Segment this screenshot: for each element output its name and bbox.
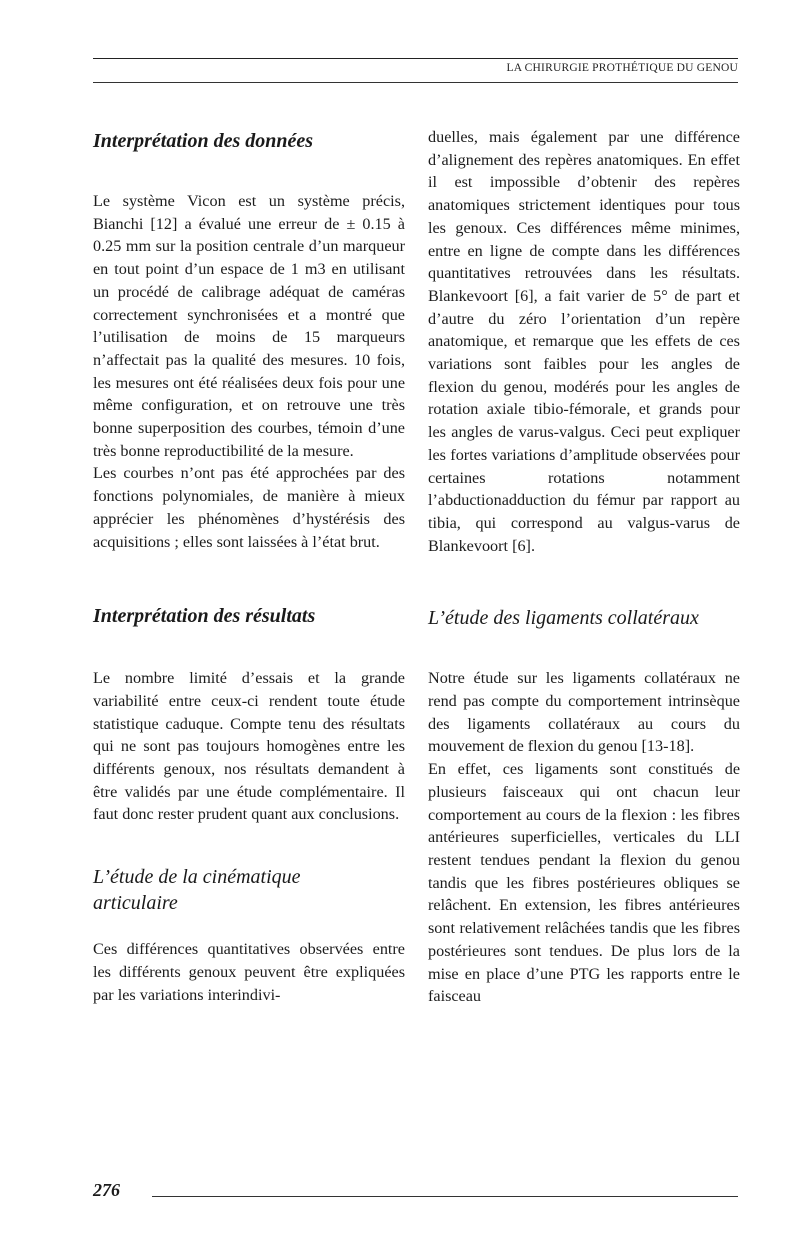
section-heading-resultats: Interprétation des résultats xyxy=(93,605,316,628)
footer-rule xyxy=(152,1196,738,1197)
heading-line-1: L’étude de la cinématique xyxy=(93,866,301,889)
paragraph-vicon: Le système Vicon est un système précis, Bianchi [12] a évalué une erreur de ± 0.15 à 0.25 mm sur la position centrale d’un marqueur en tout point d’un espace de 1 m3 en utilisant un procédé de calibrage adéquat de caméras correctement synchronisées et a montré que l’utilisation de moins de 15 marqueurs n’affectait pas la qualité des mesures. 10 fois, les mesures ont été réalisées deux fois pour une même configuration, et on retrouve une très bonne superposition des courbes, témoin d’une très bonne reproductibilité de la mesure. xyxy=(93,192,405,460)
header-rule-bottom xyxy=(93,82,738,83)
header-rule-top xyxy=(93,58,738,59)
paragraph-courbes: Les courbes n’ont pas été approchées par des fonctions polynomiales, de manière à mieux apprécier les phénomènes d’hystérésis des acquisitions ; elles sont laissées à l’état brut. xyxy=(93,464,405,551)
section-heading-donnees: Interprétation des données xyxy=(93,130,314,152)
paragraph-differences: Ces différences quantitatives observées entre les différents genoux peuvent être expliquées par les variations interindivi- xyxy=(93,940,405,1004)
heading-line-2: articulaire xyxy=(93,892,178,915)
page-number: 276 xyxy=(93,1180,120,1200)
right-column xyxy=(428,126,740,1008)
paragraph-essais: Le nombre limité d’essais et la grande variabilité entre ceux-ci rendent toute étude statistique caduque. Compte tenu des résultats qui ne sont pas toujours homogènes entre les différents genoux, nos résultats demandent à être validés par une étude complémentaire. Il faut donc rester prudent quant aux conclusions. xyxy=(93,669,405,824)
section-heading-ligaments: L’étude des ligaments collatéraux xyxy=(428,607,699,630)
running-head: LA CHIRURGIE PROTHÉTIQUE DU GENOU xyxy=(506,62,738,74)
left-column xyxy=(93,128,405,1006)
paragraph-faisceaux: En effet, ces ligaments sont constitués de plusieurs faisceaux qui ont chacun leur comportement au cours de la flexion : les fibres antérieures superficielles, verticales du LLI restent tendues pendant la flexion du genou tandis que les fibres postérieures obliques se relâchent. En extension, les fibres antérieures sont relativement relâchées tandis que les fibres postérieures sont tendues. De plus lors de la mise en place d’une PTG les rapports entre le faisceau xyxy=(428,760,740,1006)
paragraph-etude-ligaments: Notre étude sur les ligaments collatéraux ne rend pas compte du comportement intrinsèque des ligaments collatéraux au cours du mouvement de flexion du genou [13-18]. xyxy=(428,669,740,756)
paragraph-alignement: duelles, mais également par une différence d’alignement des repères anatomiques. En effet il est impossible d’obtenir des repères anatomiques strictement identiques pour tous les genoux. Ces différences même minimes, entre en ligne de compte dans les différences quantitatives retrouvées dans les résultats. Blankevoort [6], a fait varier de 5° de part et d’autre du zéro l’orientation d’un repère anatomique, et remarque que les effets de ces variations sont faibles pour les angles de flexion du genou, modérés pour les angles de rotation axiale tibio-fémorale, et grands pour les angles de varus-valgus. Ceci peut expliquer les fortes variations d’amplitude observées pour certaines rotations notamment l’abductionadduction du fémur par rapport au tibia, qui correspond au valgus-varus de Blankevoort [6]. xyxy=(428,128,740,555)
section-heading-cinematique xyxy=(93,864,405,916)
